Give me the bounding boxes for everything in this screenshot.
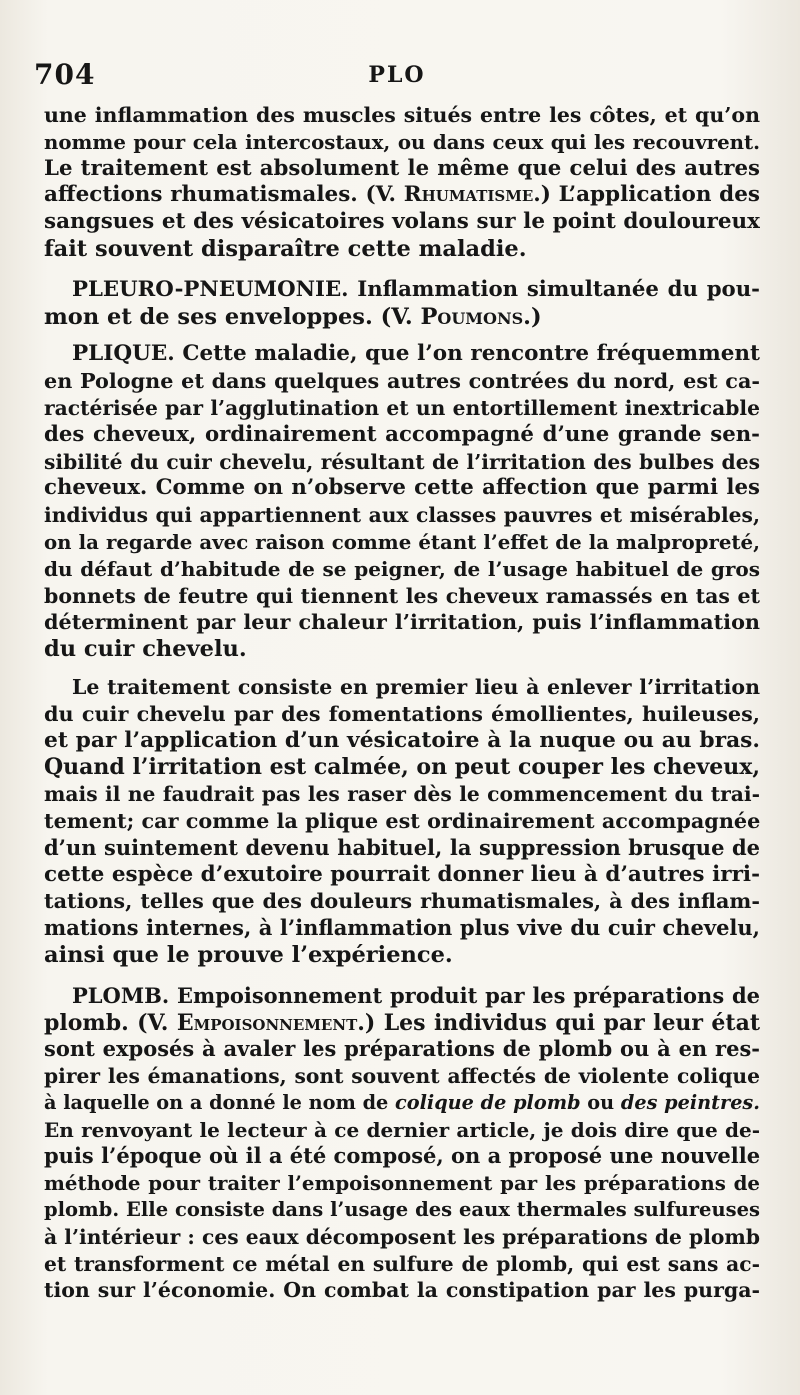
text-run: ) Les individus qui par leur état [364,1009,760,1036]
text-line: sibilité du cuir chevelu, résultant de l’irritation des bulbes des [44,449,760,474]
text-line: méthode pour traiter l’empoisonnement par les préparations de [44,1171,760,1196]
text-line [44,1090,760,1117]
running-head: PLO [368,62,426,88]
text-run: à laquelle on a donné le nom de [44,1090,396,1114]
text-line: sont exposés à avaler les préparations de plomb ou à en res- [44,1036,760,1062]
text-line: une inflammation des muscles situés entre les côtes, et qu’on [44,103,760,127]
text-line: à l’intérieur : ces eaux décomposent les préparations de plomb [44,1224,760,1249]
text-line: mais il ne faudrait pas les raser dès le commencement du trai- [44,782,760,807]
text-line: Quand l’irritation est calmée, on peut couper les cheveux, [44,754,760,781]
text-line: cette espèce d’exutoire pourrait donner lieu à d’autres irri- [44,861,760,887]
text-line: sangsues et des vésicatoires volans sur le point douloureux [44,209,760,235]
text-line: déterminent par leur chaleur l’irritation, puis l’inflammation [44,610,760,635]
page-header [34,58,760,94]
text-line: et transforment ce métal en sulfure de plomb, qui est sans ac- [44,1251,760,1276]
text-line: en Pologne et dans quelques autres contrées du nord, est ca- [44,369,760,394]
text-line: Le traitement est absolument le même que celui des autres [44,155,760,181]
text-line: des cheveux, ordinairement accompagné d’une grande sen- [44,421,760,447]
text-line: ractérisée par l’agglutination et un entortillement inextricable [44,395,760,420]
italic-term: des peintres. [620,1090,760,1114]
entry-plomb: PLOMB. Empoisonnement produit par les préparations de [72,982,760,1008]
text-line: individus qui appartiennent aux classes pauvres et misérables, [44,503,760,528]
entry-plique: PLIQUE. Cette maladie, que l’on rencontre fréquemment [72,341,760,367]
text-line: tion sur l’économie. On combat la constipation par les purga- [44,1278,760,1303]
cross-reference: Rhumatisme. [403,182,541,208]
entry-pleuro-pneumonie: PLEURO-PNEUMONIE. Inflammation simultanée du pou- [72,276,760,302]
text-line: d’un suintement devenu habituel, la suppression brusque de [44,834,760,860]
cross-reference: Poumons. [420,303,531,330]
text-line [44,1010,760,1037]
body-text [44,102,760,1304]
text-line: fait souvent disparaître cette maladie. [44,235,527,262]
cross-reference: Empoisonnement. [176,1009,365,1036]
text-line: et par l’application d’un vésicatoire à la nuque ou au bras. [44,727,760,753]
text-line: on la regarde avec raison comme étant l’effet de la malpropreté, [44,529,760,554]
text-run: ou [580,1090,621,1114]
text-run: affections rhumatismales. (V. [44,182,404,208]
text-line: plomb. Elle consiste dans l’usage des eaux thermales sulfureuses [44,1198,760,1222]
text-line: du cuir chevelu. [44,636,247,663]
paragraph-start: Le traitement consiste en premier lieu à enlever l’irritation [72,674,760,699]
text-line: du cuir chevelu par des fomentations émollientes, huileuses, [44,701,760,726]
text-run: plomb. (V. [44,1009,177,1036]
text-line: En renvoyant le lecteur à ce dernier article, je dois dire que de- [44,1117,760,1142]
text-line [44,304,760,331]
text-run: mon et de ses enveloppes. (V. [44,303,421,330]
text-line [44,182,760,209]
text-line: cheveux. Comme on n’observe cette affection que parmi les [44,475,760,501]
text-line: mations internes, à l’inflammation plus vive du cuir chevelu, [44,915,760,941]
text-run: ) L’application des [540,182,760,208]
page-number: 704 [34,58,96,91]
text-line: pirer les émanations, sont souvent affectés de violente colique [44,1064,760,1089]
text-line: nomme pour cela intercostaux, ou dans ceux qui les recouvrent. [44,129,760,154]
text-line: ainsi que le prouve l’expérience. [44,941,453,968]
text-line: puis l’époque où il a été composé, on a proposé une nouvelle [44,1143,760,1169]
text-line: tations, telles que des douleurs rhumatismales, à des inflam- [44,889,760,914]
text-run: ) [530,303,542,330]
italic-term: colique de plomb [395,1090,581,1114]
text-line: bonnets de feutre qui tiennent les cheveux ramassés en tas et [44,583,760,608]
text-line: du défaut d’habitude de se peigner, de l’usage habituel de gros [44,556,760,581]
text-line: tement; car comme la plique est ordinairement accompagnée [44,808,760,833]
